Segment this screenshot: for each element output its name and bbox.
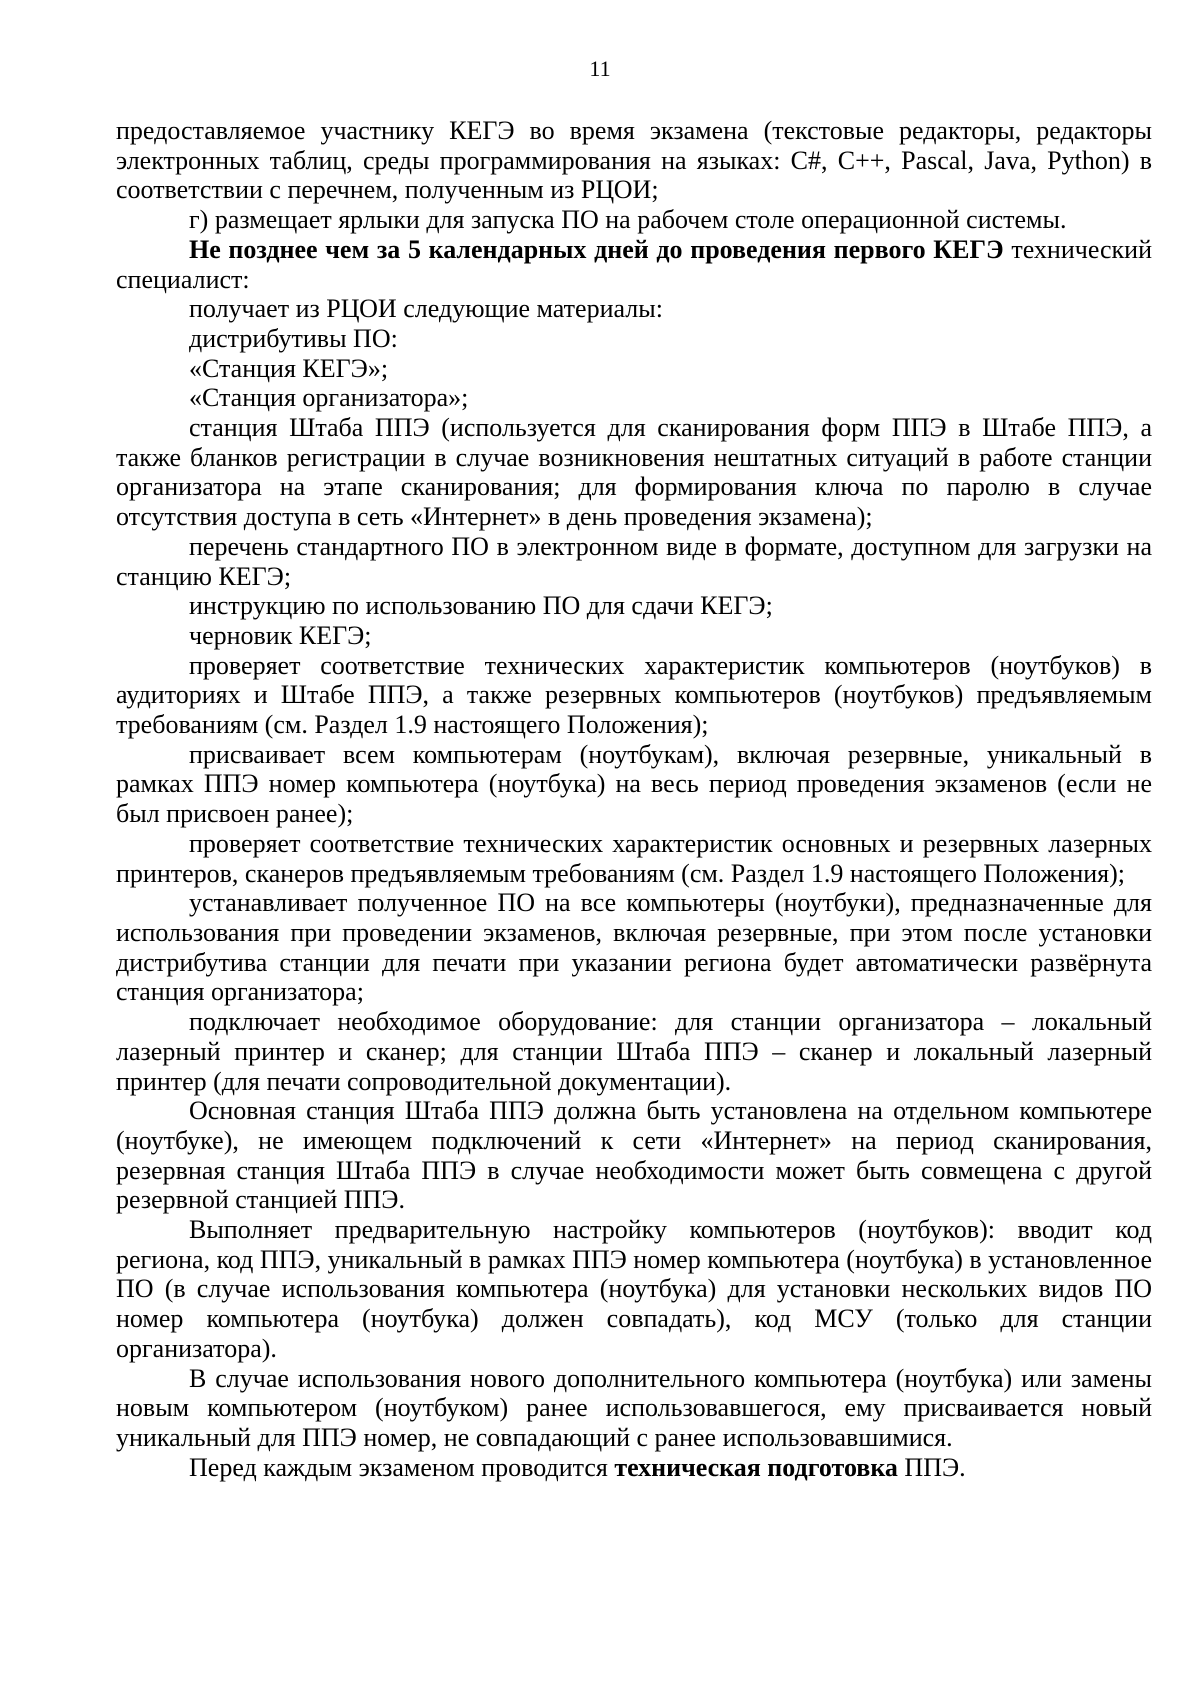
paragraph: черновик КЕГЭ; [189, 620, 372, 650]
paragraph-text: Перед каждым экзаменом проводится [189, 1452, 615, 1482]
paragraph: предоставляемое участнику КЕГЭ во время экзамена (текстовые редакторы, редакторы электронных таблиц, среды программирования на языках: C#, C++, Pascal, Java, Python) в соответствии с перечнем, полученным из РЦОИ; [116, 116, 1152, 205]
page-number: 11 [589, 56, 611, 81]
deadline-bold-text: Не позднее чем за 5 календарных дней до проведения первого КЕГЭ [189, 234, 1004, 264]
paragraph: получает из РЦОИ следующие материалы: [189, 294, 663, 324]
paragraph: дистрибутивы ПО: [189, 323, 398, 353]
paragraph: инструкцию по использованию ПО для сдачи КЕГЭ; [189, 591, 773, 621]
paragraph: «Станция организатора»; [189, 383, 469, 413]
paragraph-technical-preparation [116, 1453, 1152, 1483]
paragraph-text: технический специалист: [116, 234, 1153, 294]
paragraph-text: ППЭ. [897, 1452, 966, 1482]
paragraph: проверяет соответствие технических характеристик компьютеров (ноутбуков) в аудиториях и Штабе ППЭ, а также резервных компьютеров (ноутбуков) предъявляемым требованиям (см. Раздел 1.9 настоящего Положения); [116, 650, 1152, 740]
paragraph: проверяет соответствие технических характеристик основных и резервных лазерных принтеров, сканеров предъявляемым требованиям (см. Раздел 1.9 настоящего Положения); [116, 828, 1152, 888]
paragraph: присваивает всем компьютерам (ноутбукам), включая резервные, уникальный в рамках ППЭ номер компьютера (ноутбука) на весь период проведения экзаменов (если не был присвоен ранее); [116, 739, 1152, 829]
document-body [116, 116, 1152, 1482]
technical-preparation-bold-text: техническая подготовка [614, 1452, 898, 1482]
paragraph: подключает необходимое оборудование: для станции организатора – локальный лазерный принтер и сканер; для станции Штаба ППЭ – сканер и локальный лазерный принтер (для печати сопроводительной документации). [116, 1007, 1152, 1096]
paragraph: устанавливает полученное ПО на все компьютеры (ноутбуки), предназначенные для использования при проведении экзаменов, включая резервные, при этом после установки дистрибутива станции для печати при указании региона будет автоматически развёрнута станция организатора; [116, 888, 1152, 1007]
paragraph: «Станция КЕГЭ»; [189, 353, 389, 383]
paragraph: перечень стандартного ПО в электронном виде в формате, доступном для загрузки на станцию КЕГЭ; [116, 531, 1152, 591]
paragraph: станция Штаба ППЭ (используется для сканирования форм ППЭ в Штабе ППЭ, а также бланков регистрации в случае возникновения нештатных ситуаций в работе станции организатора на этапе сканирования; для формирования ключа по паролю в случае отсутствия доступа в сеть «Интернет» в день проведения экзамена); [116, 413, 1152, 532]
paragraph: г) размещает ярлыки для запуска ПО на рабочем столе операционной системы. [189, 205, 1067, 235]
paragraph: В случае использования нового дополнительного компьютера (ноутбука) или замены новым компьютером (ноутбуком) ранее использовавшегося, ему присваивается новый уникальный для ППЭ номер, не совпадающий с ранее использовавшимися. [116, 1363, 1152, 1452]
paragraph-deadline [116, 235, 1152, 294]
paragraph: Основная станция Штаба ППЭ должна быть установлена на отдельном компьютере (ноутбуке), не имеющем подключений к сети «Интернет» на период сканирования, резервная станция Штаба ППЭ в случае необходимости может быть совмещена с другой резервной станцией ППЭ. [116, 1096, 1152, 1215]
paragraph: Выполняет предварительную настройку компьютеров (ноутбуков): вводит код региона, код ППЭ, уникальный в рамках ППЭ номер компьютера (ноутбука) в установленное ПО (в случае использования компьютера (ноутбука) для установки нескольких видов ПО номер компьютера (ноутбука) должен совпадать), код МСУ (только для станции организатора). [116, 1215, 1152, 1363]
